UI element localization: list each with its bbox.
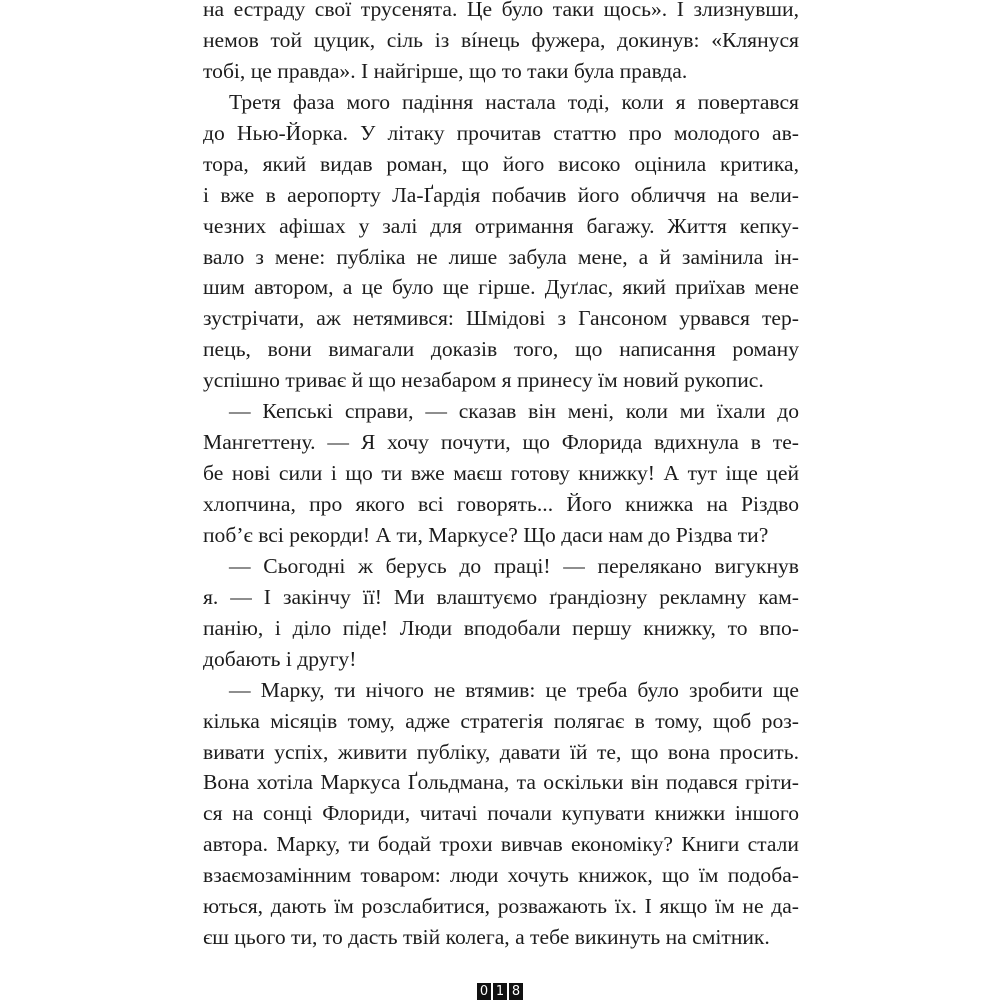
text-line: хлопчина, про якого всі говорять... Його книжка на Різдво xyxy=(203,492,799,516)
text-line: вало з мене: публіка не лише забула мене, а й замінила ін- xyxy=(203,244,799,269)
text-line: зустрічати, аж нетямився: Шмідові з Гансоном урвався тер- xyxy=(203,306,799,331)
text-line: шим автором, а це було ще гірше. Дуґлас, який приїхав мене xyxy=(203,275,799,300)
text-line: кілька місяців тому, адже стратегія полягає в тому, щоб роз- xyxy=(203,708,799,733)
text-line: Вона хотіла Маркуса Ґольдмана, та оскільки він подався гріти- xyxy=(203,770,799,795)
text-line: тора, який видав роман, що його високо оцінила критика, xyxy=(203,151,799,176)
text-line: до Нью-Йорка. У літаку прочитав статтю про молодого ав- xyxy=(203,120,799,145)
text-line: панію, і діло піде! Люди вподобали першу книжку, то впо- xyxy=(203,615,799,640)
text-line: я. — І закінчу її! Ми влаштуємо ґрандіозну рекламну кам- xyxy=(203,584,799,609)
paragraph-first-line: Третя фаза мого падіння настала тоді, коли я повертався xyxy=(229,89,799,114)
text-line: на естраду свої трусенята. Це було таки щось». І злизнувши, xyxy=(203,0,799,21)
paragraph-first-line: — Марку, ти нічого не втямив: це треба було зробити ще xyxy=(229,677,799,702)
page-number-digit: 8 xyxy=(509,983,523,1000)
text-line: бе нові сили і що ти вже маєш готову книжку! А тут іще цей xyxy=(203,461,799,486)
text-line: добають і другу! xyxy=(203,646,357,671)
page-body-text xyxy=(203,0,799,953)
text-line: успішно триває й що незабаром я принесу їм новий рукопис. xyxy=(203,368,764,393)
page-number xyxy=(477,983,523,1000)
text-line: автора. Марку, ти бодай трохи вивчав економіку? Книги стали xyxy=(203,832,799,857)
text-line: взаємозамінним товаром: люди хочуть книжок, що їм подоба- xyxy=(203,863,799,888)
text-line: чезних афішах у залі для отримання багажу. Життя кепку- xyxy=(203,213,799,238)
text-line: поб’є всі рекорди! А ти, Маркусе? Що даси нам до Різдва ти? xyxy=(203,522,769,547)
paragraph-first-line: — Сьогодні ж берусь до праці! — перелякано вигукнув xyxy=(229,553,799,578)
page-number-digit: 0 xyxy=(477,983,491,1000)
text-line: тобі, це правда». І найгірше, що то таки була правда. xyxy=(203,58,688,83)
paragraph-first-line: — Кепські справи, — сказав він мені, коли ми їхали до xyxy=(229,399,799,424)
page-number-digit: 1 xyxy=(493,983,507,1000)
text-line: пець, вони вимагали доказів того, що написання роману xyxy=(203,337,799,362)
text-line: і вже в аеропорту Ла-Ґардія побачив його обличчя на вели- xyxy=(203,182,799,207)
text-line: ся на сонці Флориди, читачі почали купувати книжки іншого xyxy=(203,801,799,826)
text-line: Мангеттену. — Я хочу почути, що Флорида вдихнула в те- xyxy=(203,430,799,455)
text-line: немов той цуцик, сіль із вíнець фужера, докинув: «Клянуся xyxy=(203,27,799,52)
text-line: єш цього ти, то дасть твій колега, а тебе викинуть на смітник. xyxy=(203,925,770,950)
text-line: вивати успіх, живити публіку, давати їй те, що вона просить. xyxy=(203,739,799,764)
text-line: ються, дають їм розслабитися, розважають їх. І якщо їм не да- xyxy=(203,894,799,919)
